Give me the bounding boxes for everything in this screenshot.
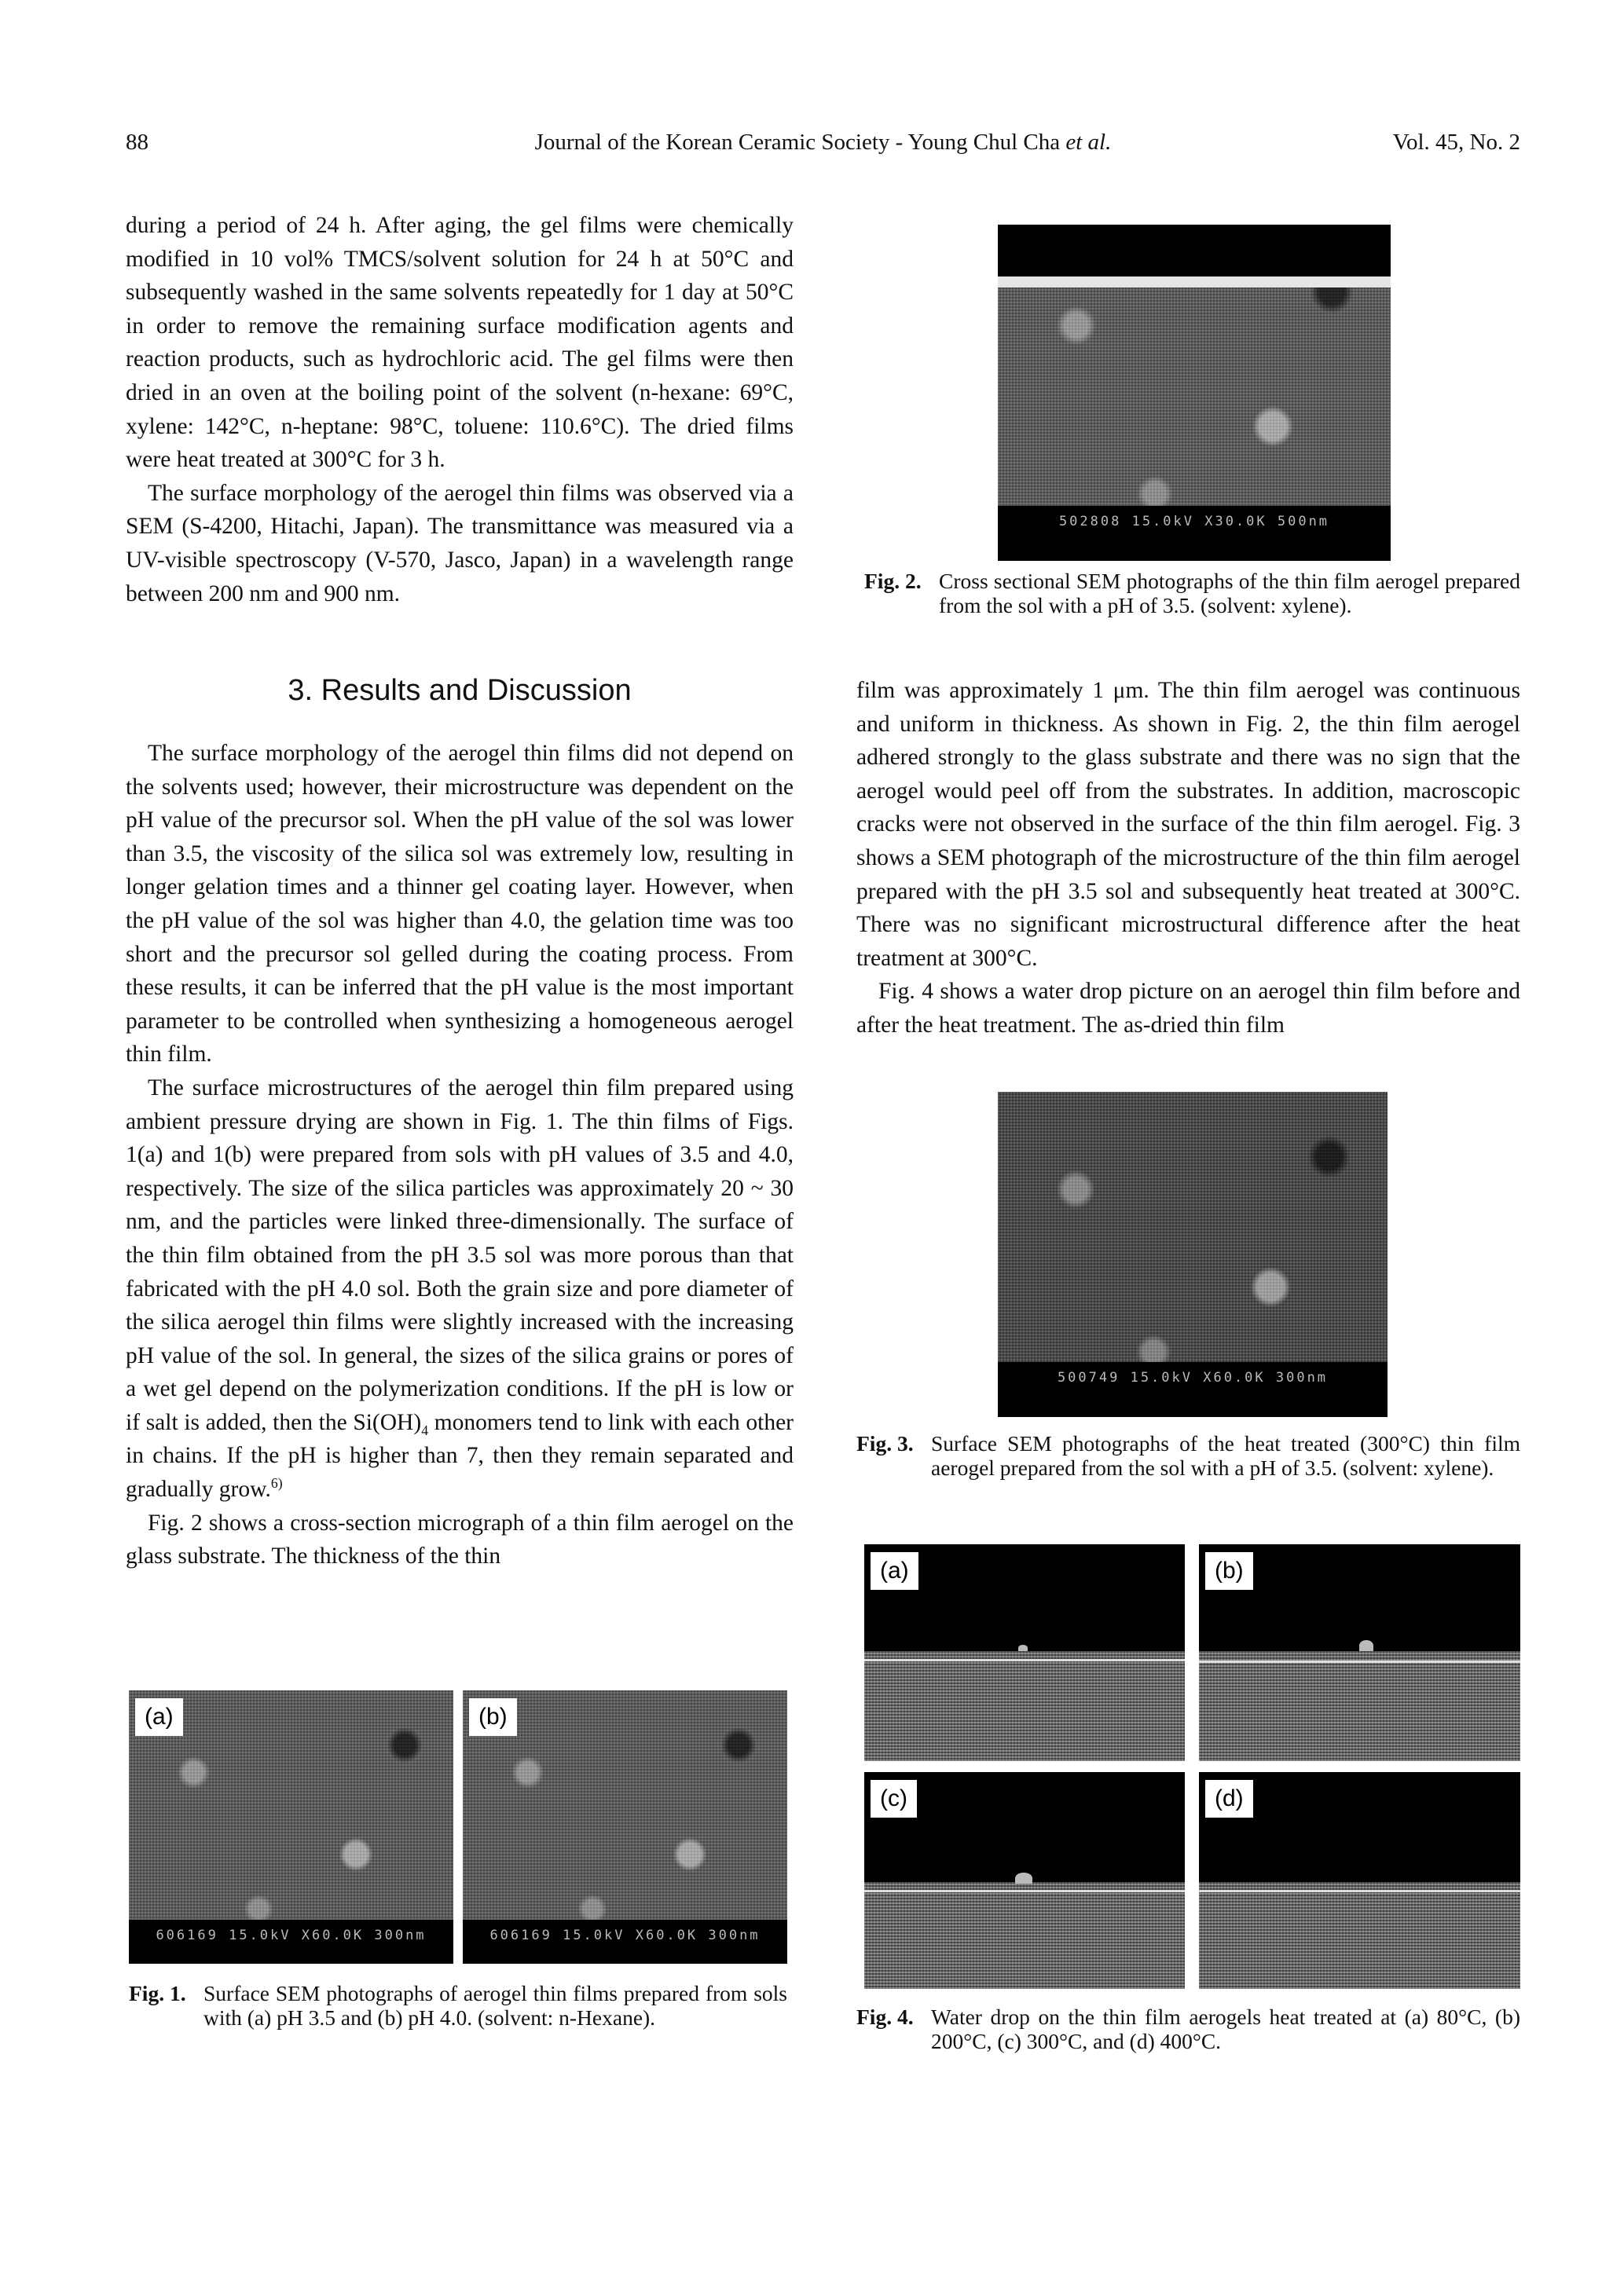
caption-text: Cross sectional SEM photographs of the thin film aerogel prepared from the sol with a pH of 3.5. (solvent: xylene). bbox=[939, 569, 1520, 617]
sem-info-bar: 606169 15.0kV X60.0K 300nm bbox=[463, 1920, 787, 1964]
paragraph: Fig. 4 shows a water drop picture on an aerogel thin film before and after the heat treatment. The as-dried thin film bbox=[856, 979, 1520, 1038]
paragraph: during a period of 24 h. After aging, the gel films were chemically modified in 10 vol% TMCS/solvent solution for 24 h at 50°C and subsequently washed in the same solvents repeatedly for 1 day at 50°C in order to remove the remaining surface modification agents and reaction products, such as hydrochloric acid. The gel films were then dried in an oven at the boiling point of the solvent (n-hexane: 69°C, xylene: 142°C, n-heptane: 98°C, toluene: 110.6°C). The dried films were heat treated at 300°C for 3 h. bbox=[126, 213, 794, 473]
panel-label: (a) bbox=[135, 1698, 183, 1736]
paragraph bbox=[126, 1071, 794, 1507]
fig1-panel-a-image bbox=[129, 1690, 453, 1964]
substrate bbox=[864, 1651, 1185, 1761]
right-column-body bbox=[856, 674, 1520, 1042]
film-surface-line bbox=[1199, 1661, 1520, 1663]
figure-label: Fig. 3. bbox=[856, 1431, 914, 1456]
water-drop bbox=[1359, 1640, 1373, 1651]
paragraph: The surface morphology of the aerogel thin films did not depend on the solvents used; however, their microstructure was dependent on the pH value of the precursor sol. When the pH value of the sol was lower than 3.5, the viscosity of the silica sol was extremely low, resulting in longer gelation times and a thinner gel coating layer. However, when the pH value of the sol was higher than 4.0, the gelation time was too short and the precursor sol gelled during the coating process. From these results, it can be inferred that the pH value is the most important parameter to be controlled when synthesizing a homogeneous aerogel thin film. bbox=[126, 741, 794, 1067]
fig2-caption bbox=[864, 569, 1520, 617]
section-heading: 3. Results and Discussion bbox=[288, 674, 632, 707]
panel-label: (d) bbox=[1205, 1780, 1253, 1818]
sem-info-bar: 502808 15.0kV X30.0K 500nm bbox=[998, 506, 1391, 561]
figure-label: Fig. 1. bbox=[129, 1981, 186, 2005]
caption-text: Surface SEM photographs of the heat treated (300°C) thin film aerogel prepared from the sol with a pH of 3.5. (solvent: xylene). bbox=[931, 1431, 1520, 1480]
panel-label: (b) bbox=[469, 1698, 517, 1736]
running-title bbox=[126, 130, 1520, 156]
fig4-panel-b-image bbox=[1199, 1544, 1520, 1761]
film-surface-line bbox=[864, 1659, 1185, 1661]
fig4-panel-a-image bbox=[864, 1544, 1185, 1761]
volume-issue: Vol. 45, No. 2 bbox=[1392, 130, 1520, 155]
panel-label: (c) bbox=[871, 1780, 917, 1818]
subscript: 4 bbox=[421, 1422, 429, 1438]
film-surface-edge bbox=[998, 276, 1391, 287]
paragraph: film was approximately 1 μm. The thin film aerogel was continuous and uniform in thickness. As shown in Fig. 2, the thin film aerogel adhered strongly to the glass substrate and there was no sign that the aerogel would peel off from the substrates. In addition, macroscopic cracks were not observed in the surface of the thin film aerogel. Fig. 3 shows a SEM photograph of the microstructure of the thin film aerogel prepared with the pH 3.5 sol and subsequently heat treated at 300°C. There was no significant microstructural difference after the heat treatment at 300°C. bbox=[856, 678, 1520, 971]
fig3-image bbox=[998, 1092, 1388, 1417]
cross-section-void bbox=[998, 225, 1391, 280]
figure-label: Fig. 4. bbox=[856, 2005, 914, 2029]
left-column-top bbox=[126, 209, 794, 610]
page-number: 88 bbox=[126, 130, 148, 155]
fig4-panel-c-image bbox=[864, 1772, 1185, 1989]
water-drop bbox=[1015, 1873, 1032, 1884]
paragraph: The surface morphology of the aerogel thin films was observed via a SEM (S-4200, Hitachi, Japan). The transmittance was measured via a UV-visible spectroscopy (V-570, Jasco, Japan) in a wavelength range between 200 nm and 900 nm. bbox=[126, 480, 794, 606]
fig4-panel-d-image bbox=[1199, 1772, 1520, 1989]
water-drop bbox=[1018, 1645, 1028, 1651]
substrate bbox=[1199, 1882, 1520, 1989]
substrate bbox=[1199, 1651, 1520, 1761]
caption-text: Water drop on the thin film aerogels heat treated at (a) 80°C, (b) 200°C, (c) 300°C, and (d) 400°C. bbox=[931, 2005, 1520, 2053]
paragraph-text: The surface microstructures of the aerogel thin film prepared using ambient pressure drying are shown in Fig. 1. The thin films of Figs. 1(a) and 1(b) were prepared from sols with pH values of 3.5 and 4.0, respectively. The size of the silica particles was approximately 20 ~ 30 nm, and the particles were linked three-dimensionally. The surface of the thin film obtained from the pH 3.5 sol was more porous than that fabricated with the pH 4.0 sol. Both the grain size and pore diameter of the silica aerogel thin films were slightly increased with the increasing pH value of the sol. In general, the sizes of the silica grains or pores of a wet gel depend on the polymerization conditions. If the pH is low or if salt is added, then the Si(OH) bbox=[126, 1075, 794, 1435]
panel-label: (b) bbox=[1205, 1552, 1253, 1590]
paragraph-text: monomers tend to link with each other in chains. If the pH is higher than 7, then they remain separated and gradually grow. bbox=[126, 1409, 794, 1503]
film-surface-line bbox=[864, 1890, 1185, 1892]
substrate bbox=[864, 1882, 1185, 1989]
sem-info-bar: 500749 15.0kV X60.0K 300nm bbox=[998, 1362, 1388, 1417]
page-header bbox=[126, 130, 1520, 164]
fig1-panel-b-image bbox=[463, 1690, 787, 1964]
sem-info-bar: 606169 15.0kV X60.0K 300nm bbox=[129, 1920, 453, 1964]
reference-citation: 6) bbox=[270, 1475, 283, 1492]
fig3-caption bbox=[856, 1431, 1520, 1480]
fig4-caption bbox=[856, 2005, 1520, 2053]
fig1-caption bbox=[129, 1981, 787, 2030]
et-al: et al. bbox=[1065, 130, 1112, 155]
panel-label: (a) bbox=[871, 1552, 918, 1590]
figure-label: Fig. 2. bbox=[864, 569, 922, 593]
left-column-body bbox=[126, 737, 794, 1573]
film-surface-line bbox=[1199, 1890, 1520, 1892]
paragraph: Fig. 2 shows a cross-section micrograph of a thin film aerogel on the glass substrate. The thickness of the thin bbox=[126, 1510, 794, 1569]
journal-title: Journal of the Korean Ceramic Society - Young Chul Cha bbox=[534, 130, 1066, 155]
caption-text: Surface SEM photographs of aerogel thin films prepared from sols with (a) pH 3.5 and (b) pH 4.0. (solvent: n-Hexane). bbox=[203, 1981, 787, 2030]
fig2-image bbox=[998, 225, 1391, 561]
